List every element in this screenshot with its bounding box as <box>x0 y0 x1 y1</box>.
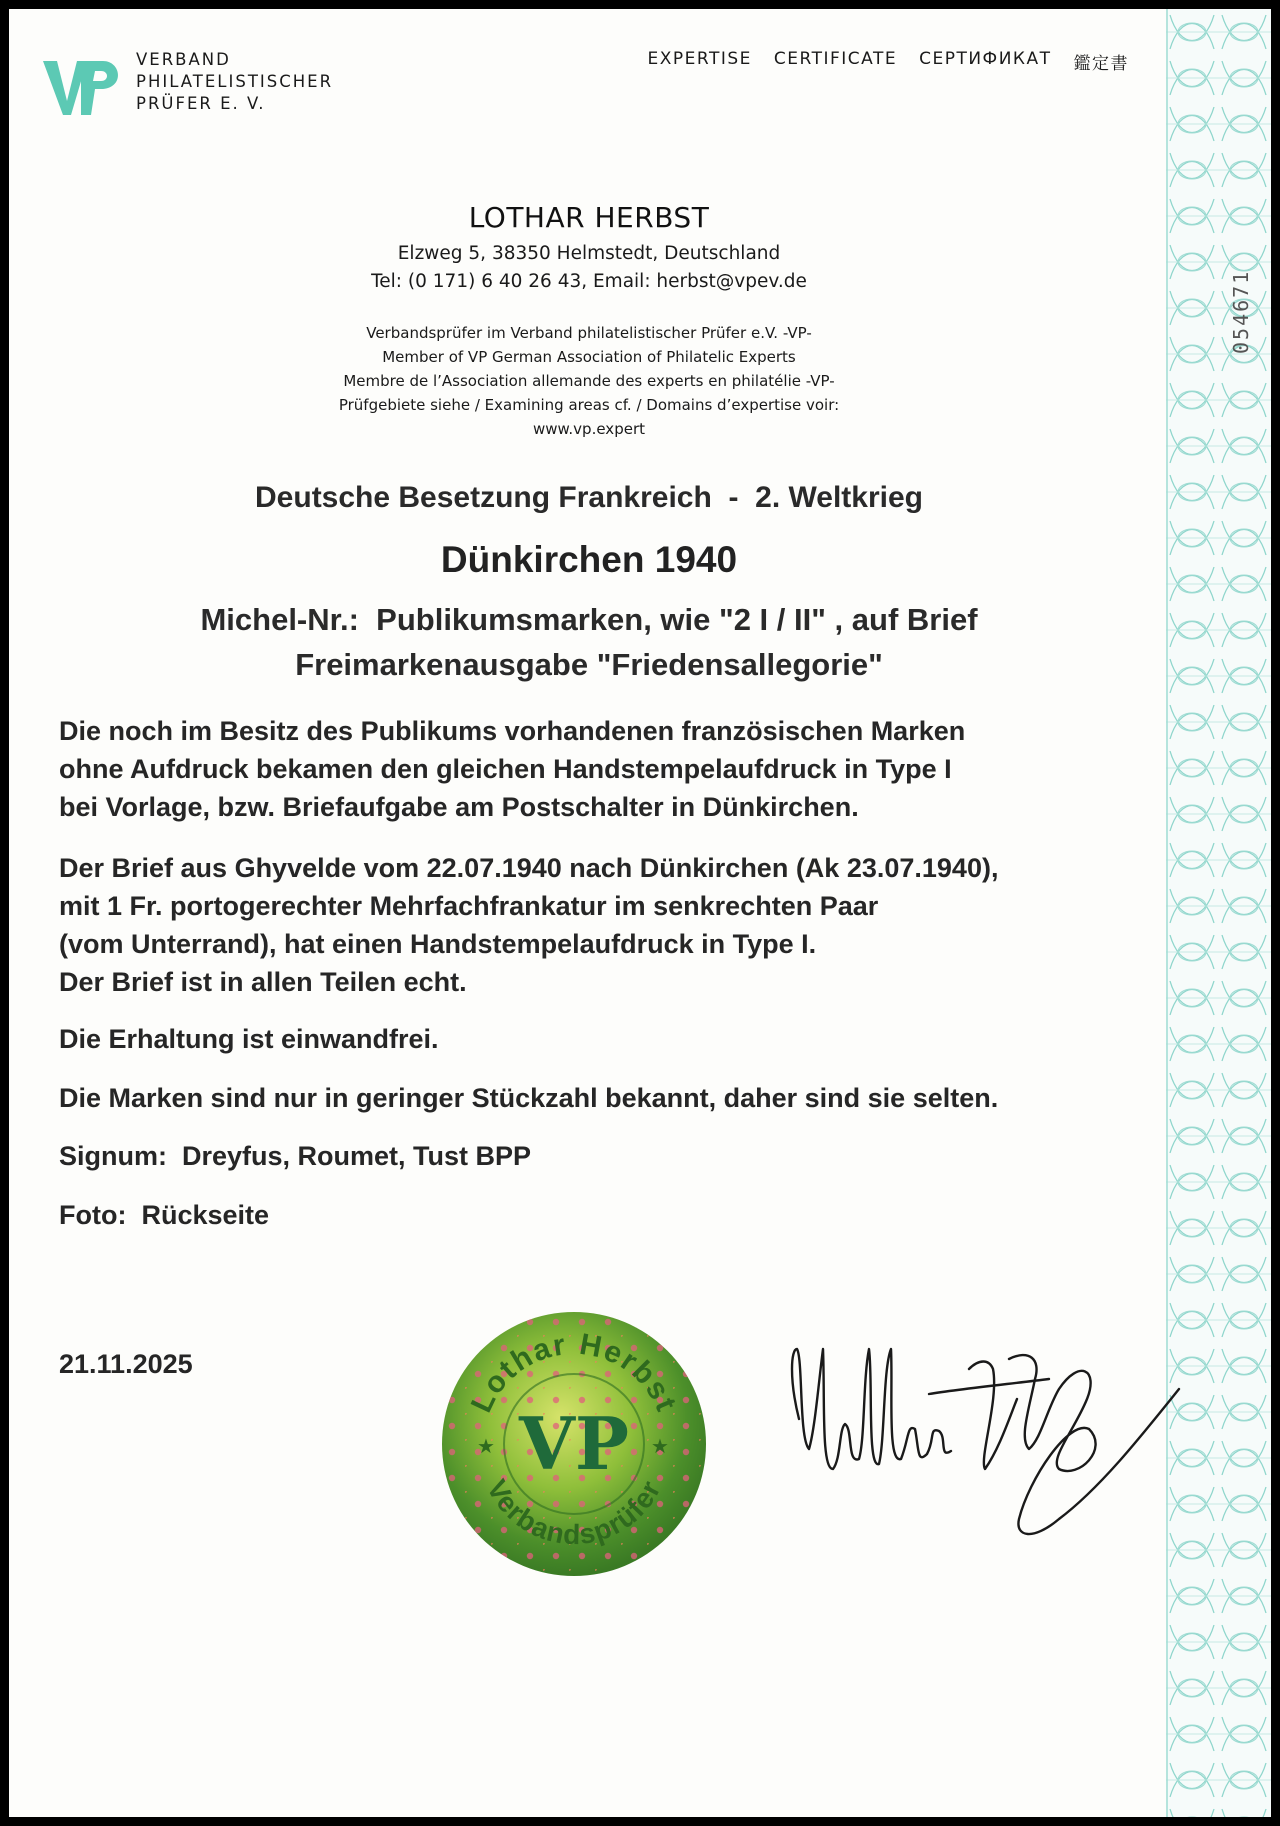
text-line: bei Vorlage, bzw. Briefaufgabe am Postschalter in Dünkirchen. <box>59 792 859 822</box>
vp-logo <box>41 57 129 121</box>
website-link[interactable]: www.vp.expert <box>532 420 645 438</box>
signum-line <box>59 1137 1179 1175</box>
hologram-seal <box>439 1309 709 1583</box>
cert-lang-ru: СЕРТИФИКАТ <box>919 49 1052 69</box>
seal-top-text: Lothar Herbst <box>464 1327 684 1418</box>
cert-lang-jp: 鑑定書 <box>1073 54 1129 74</box>
seal-logo: VP <box>518 1401 630 1486</box>
svg-text:★: ★ <box>477 1434 495 1458</box>
expert-address: Elzweg 5, 38350 Helmstedt, Deutschland <box>397 243 781 264</box>
membership-line: Verbandsprüfer im Verband philatelistischer Prüfer e.V. -VP- <box>366 324 812 342</box>
serial-number: 054671 <box>1229 269 1253 354</box>
cert-lang-de: EXPERTISE <box>647 49 752 69</box>
org-line-3: PRÜFER E. V. <box>136 94 266 113</box>
signature <box>779 1319 1189 1553</box>
text-line: Die Marken sind nur in geringer Stückzahl bekannt, daher sind sie selten. <box>59 1083 999 1113</box>
certificate-date: 21.11.2025 <box>59 1349 193 1379</box>
org-line-2: PHILATELISTISCHER <box>136 72 334 91</box>
rarity-statement <box>59 1079 1179 1117</box>
cert-lang-en: CERTIFICATE <box>773 49 898 69</box>
text-line: Der Brief aus Ghyvelde vom 22.07.1940 nach Dünkirchen (Ak 23.07.1940), <box>59 853 999 883</box>
expert-name: LOTHAR HERBST <box>468 201 710 234</box>
text-line: (vom Unterrand), hat einen Handstempelaufdruck in Type I. <box>59 929 817 959</box>
paragraph-letter <box>59 849 1179 1001</box>
michel-number: Michel-Nr.: Publikumsmarken, wie "2 I / II" , auf Brief <box>200 602 978 637</box>
svg-text:★: ★ <box>651 1434 669 1458</box>
text-line: Foto: Rückseite <box>59 1200 270 1230</box>
certificate-languages <box>609 49 1129 74</box>
membership-line: Member of VP German Association of Philatelic Experts <box>382 348 796 366</box>
membership-line: Membre de l’Association allemande des experts en philatélie -VP- <box>343 372 835 390</box>
org-line-1: VERBAND <box>136 50 231 69</box>
org-name <box>136 49 333 115</box>
text-line: Signum: Dreyfus, Roumet, Tust BPP <box>59 1141 532 1171</box>
photo-line <box>59 1196 1179 1234</box>
condition-statement <box>59 1020 1179 1058</box>
text-line: Die noch im Besitz des Publikums vorhandenen französischen Marken <box>59 716 966 746</box>
expert-contact: Tel: (0 171) 6 40 26 43, Email: herbst@vpev.de <box>371 271 807 292</box>
text-line: Der Brief ist in allen Teilen echt. <box>59 967 467 997</box>
certificate-page <box>9 9 1271 1817</box>
text-line: ohne Aufdruck bekamen den gleichen Handstempelaufdruck in Type I <box>59 754 952 784</box>
region-heading: Deutsche Besetzung Frankreich - 2. Weltkrieg <box>255 481 923 514</box>
paragraph-public-stamps <box>59 712 1179 826</box>
seal-bottom-text: Verbandsprüfer <box>481 1474 667 1551</box>
series-name: Freimarkenausgabe "Friedensallegorie" <box>295 647 883 682</box>
membership-line: Prüfgebiete siehe / Examining areas cf. / Domains d’expertise voir: <box>338 396 840 414</box>
text-line: mit 1 Fr. portogerechter Mehrfachfrankatur im senkrechten Paar <box>59 891 879 921</box>
text-line: Die Erhaltung ist einwandfrei. <box>59 1024 439 1054</box>
issue-title: Dünkirchen 1940 <box>440 539 738 580</box>
